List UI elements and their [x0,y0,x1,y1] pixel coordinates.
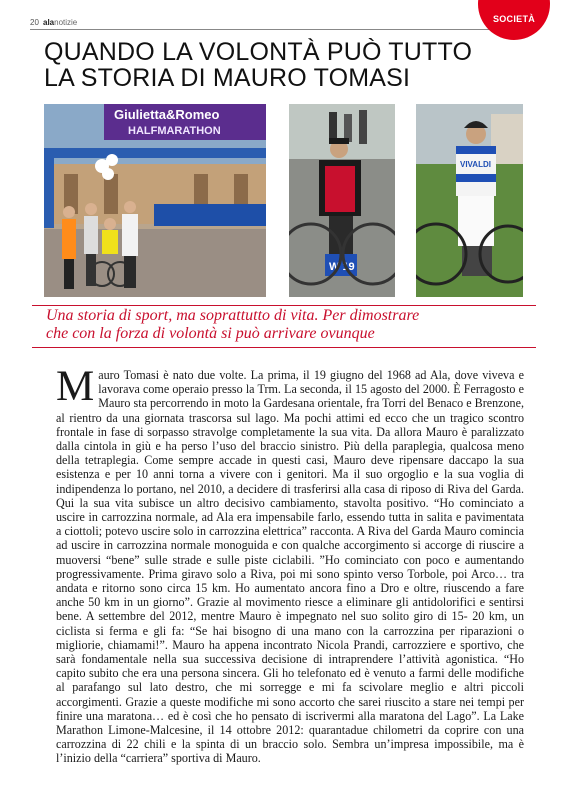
publication-brand [43,18,77,27]
subtitle-line-2: che con la forza di volontà si può arrivare ovunque [46,325,375,342]
photo-mauro-vivaldi-jersey [416,104,523,297]
title-line-2: LA STORIA DI MAURO TOMASI [44,64,411,92]
section-label: SOCIETÀ [492,14,536,24]
jersey-text: VIVALDI [460,160,491,169]
photo-halfmarathon-group [44,104,266,297]
title-line-1: QUANDO LA VOLONTÀ PUÒ TUTTO [44,38,473,66]
article-body-text: auro Tomasi è nato due volte. La prima, il 19 giugno del 1968 ad Ala, dove viveva e lavorava come operaio presso la Trm. La seconda, il 15 agosto del 2000. È Ferragosto e Mauro sta percorrendo in moto la Gardesana orientale, fra Torri del Benaco e Brenzone, al rientro da una giornata trascorsa sul lago. Ma pochi attimi ed ecco che un tragico scontro frontale in fase di sorpasso stravolge completamente la sua vita. Da allora Mauro è paralizzato dalla cintola in giù e ha perso l’uso del braccio sinistro. Più della paraplegia, qualcosa meno della tetraplegia. Come sempre accade in questi casi, Mauro deve ripensare daccapo la sua esistenza e per 10 anni torna a vivere con i genitori. Ma il suo orgoglio e la sua voglia di indipendenza lo portano, nel 2010, a decidere di trasferirsi alla casa di riposo di Riva del Garda. Qui la sua vita subisce un altro decisivo cambiamento, stavolta positivo. “Ho cominciato a uscire in carrozzina normale, ad Ala era impensabile farlo, essendo tutta in salita e pavimentata a ciottoli; potevo uscire solo in carrozzina elettrica” racconta. A Riva del Garda Mauro comincia ad uscire in carrozzina normale monoguida e con qualche accorgimento si accorge di riuscire a muoversi “bene” sulle strade e sulle piste ciclabili. ”Ho cominciato con poco e aumentando progressivamente. Prima giravo solo a Riva, poi mi sono spinto verso Torbole, poi Arco… tra andata e ritorno sono circa 15 km. Ho aumentato ancora fino a Dro e oltre, riuscendo a fare anche 50 km in un giorno”. Grazie al movimento riesce a eliminare gli antidolorifici e sentirsi bene. A settembre del 2012, mentre Mauro è impegnato nel suo solito giro di 15- 20 km, un ciclista si ferma e gli fa: “Se hai bisogno di una mano con la carrozzina per riparazioni o migliorie, chiamami!”. Mauro ha appena incontrato Nicola Prandi, carrozziere e sportivo, che sarà fondamentale nella sua successiva decisione di intraprendere l’attività agonistica. “Ho capito subito che era una persona sincera. Gli ho telefonato ed è venuto a farmi delle modifiche al parafango sul lato destro, che mi sorregge e mi fa scivolare meglio e altri piccoli accorgimenti. Grazie a queste modifiche mi sono accorto che sarei riuscito a stare nei tempi per finire una maratona… ed è così che ho pensato di iscrivermi alla maratona del Lago”. La Lake Marathon Limone-Malcesine, il 14 ottobre 2012: quarantadue chilometri da coprire con una carrozzina di 22 chili e la spinta di un braccio solo. Sembra un’impresa impossibile, ma è l’inizio della “carriera” sportiva di Mauro. [56,368,524,766]
banner-line-1: Giulietta&Romeo [114,107,220,122]
subtitle-line-1: Una storia di sport, ma soprattutto di vita. Per dimostrare [46,307,420,324]
brand-bold: ala [43,18,55,27]
header-divider [30,29,535,30]
brand-light: notizie [54,18,78,27]
subtitle-rule-top [32,305,536,306]
article-body [56,363,524,766]
subtitle-rule-bottom [32,347,536,348]
bib-number: W 19 [329,261,355,273]
page-header [0,0,566,30]
drop-cap: M [56,363,95,410]
photo-mauro-race-bib [289,104,395,297]
page-number: 20 [30,18,39,27]
article-subtitle [46,307,526,343]
banner-line-2: HALFMARATHON [128,125,221,137]
article-title [44,39,524,91]
